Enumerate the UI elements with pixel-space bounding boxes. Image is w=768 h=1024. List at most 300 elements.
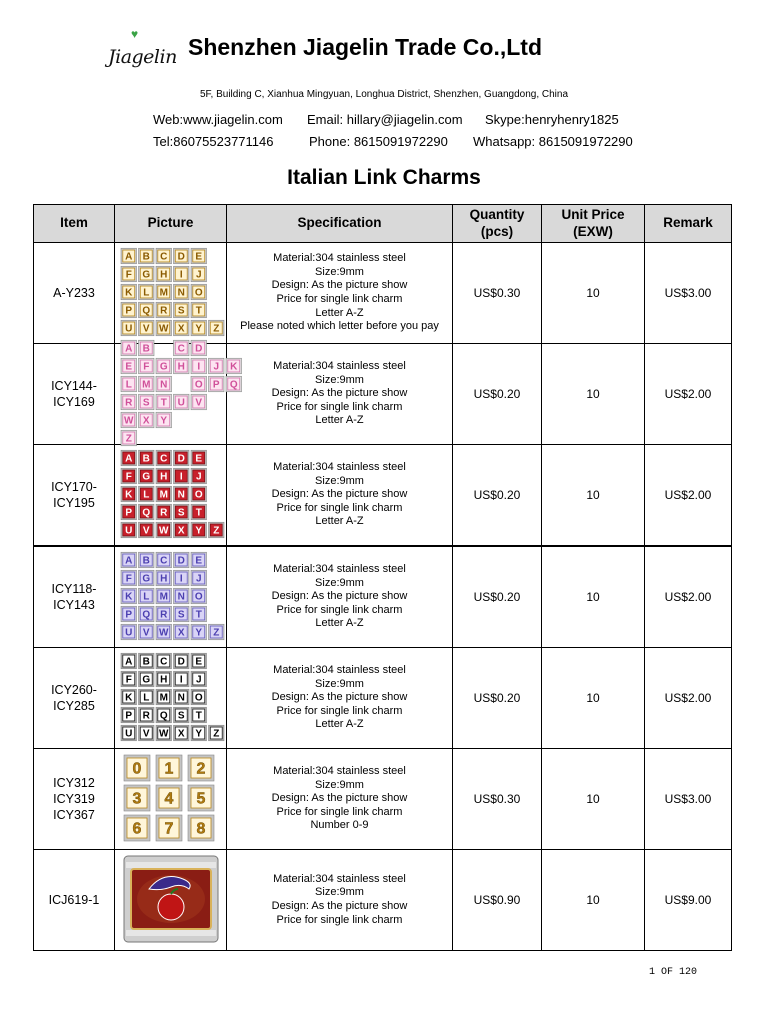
svg-text:G: G xyxy=(141,471,150,483)
table-row xyxy=(34,243,732,344)
svg-text:K: K xyxy=(124,692,132,704)
svg-text:Z: Z xyxy=(212,728,219,740)
column-header-quantity: Quantity (pcs) xyxy=(453,205,542,243)
item-remark: US$2.00 xyxy=(645,546,732,648)
svg-text:H: H xyxy=(159,269,167,281)
charm-tile xyxy=(191,522,207,538)
charm-tile xyxy=(138,266,154,282)
charm-tile xyxy=(188,785,214,811)
spec-line: Price for single link charm xyxy=(276,603,403,616)
svg-text:T: T xyxy=(195,710,202,722)
table-row xyxy=(34,546,732,648)
product-table xyxy=(33,204,732,951)
charm-tile xyxy=(191,552,207,568)
svg-text:H: H xyxy=(177,361,185,373)
svg-text:H: H xyxy=(159,674,167,686)
svg-text:G: G xyxy=(159,361,168,373)
charm-tile xyxy=(173,340,189,356)
charm-tile xyxy=(138,320,154,336)
charm-tile xyxy=(173,689,189,705)
svg-text:S: S xyxy=(177,609,185,621)
svg-text:U: U xyxy=(177,397,185,409)
charm-tile xyxy=(208,522,224,538)
spec-line: Size:9mm xyxy=(315,677,364,690)
spec-line: Design: As the picture show xyxy=(271,900,408,912)
charm-tile xyxy=(121,468,137,484)
svg-text:A: A xyxy=(124,251,132,263)
item-quantity: US$0.20 xyxy=(453,344,542,445)
svg-text:E: E xyxy=(194,555,202,567)
charm-tile xyxy=(173,671,189,687)
charm-tile xyxy=(138,653,154,669)
spec-line: Size:9mm xyxy=(315,778,364,791)
svg-text:K: K xyxy=(124,489,132,501)
charm-tile xyxy=(173,522,189,538)
svg-text:T: T xyxy=(195,609,202,621)
svg-text:2: 2 xyxy=(196,760,205,777)
charm-tile xyxy=(156,412,172,428)
svg-text:0: 0 xyxy=(132,760,141,777)
spec-line: Size:9mm xyxy=(315,576,364,589)
charm-tile xyxy=(226,376,242,392)
svg-text:Q: Q xyxy=(141,305,150,317)
charm-tile xyxy=(173,570,189,586)
charm-tile xyxy=(191,653,207,669)
item-specification xyxy=(227,546,453,648)
svg-text:T: T xyxy=(195,305,202,317)
item-picture xyxy=(118,246,224,338)
table-row xyxy=(34,850,732,951)
item-code: ICJ619-1 xyxy=(34,850,115,951)
spec-line: Material:304 stainless steel xyxy=(273,765,406,778)
charm-tile xyxy=(124,785,150,811)
company-name: Shenzhen Jiagelin Trade Co.,Ltd xyxy=(188,34,542,60)
table-row xyxy=(34,344,732,445)
item-picture-cell xyxy=(115,445,227,547)
item-unit-price: 10 xyxy=(542,546,645,648)
svg-text:C: C xyxy=(159,251,167,263)
charm-tile xyxy=(156,450,172,466)
svg-text:S: S xyxy=(177,507,185,519)
charm-tile xyxy=(121,689,137,705)
svg-text:O: O xyxy=(194,287,203,299)
charm-tile xyxy=(121,588,137,604)
charm-tile xyxy=(138,504,154,520)
svg-text:P: P xyxy=(124,710,132,722)
item-picture xyxy=(123,855,219,943)
svg-text:S: S xyxy=(177,710,185,722)
contact-phone: Phone: 8615091972290 xyxy=(309,134,448,149)
charm-picture xyxy=(118,752,224,844)
spec-line: Material:304 stainless steel xyxy=(273,360,406,373)
spec-line: Letter A-Z xyxy=(315,306,364,319)
apple-icon xyxy=(158,894,184,920)
column-header-item: Item xyxy=(34,205,115,243)
item-unit-price: 10 xyxy=(542,243,645,344)
svg-text:E: E xyxy=(194,251,202,263)
spec-line: Letter A-Z xyxy=(315,617,364,630)
item-code: ICY312 ICY319 ICY367 xyxy=(34,749,115,850)
charm-tile xyxy=(121,302,137,318)
charm-tile xyxy=(138,725,154,741)
svg-text:6: 6 xyxy=(132,820,141,837)
item-remark: US$2.00 xyxy=(645,648,732,749)
spec-line: Price for single link charm xyxy=(276,293,403,305)
spec-line: Letter A-Z xyxy=(315,718,364,731)
svg-text:X: X xyxy=(177,323,185,335)
charm-picture xyxy=(118,550,224,642)
charm-tile xyxy=(191,671,207,687)
spec-line: Size:9mm xyxy=(315,373,364,386)
svg-text:C: C xyxy=(159,555,167,567)
item-unit-price: 10 xyxy=(542,648,645,749)
column-header-specification: Specification xyxy=(227,205,453,243)
svg-text:T: T xyxy=(160,397,167,409)
company-logo xyxy=(106,27,177,78)
item-code: ICY260- ICY285 xyxy=(34,648,115,749)
svg-text:Q: Q xyxy=(141,609,150,621)
svg-text:F: F xyxy=(125,573,132,585)
svg-text:X: X xyxy=(142,415,150,427)
svg-text:P: P xyxy=(124,507,132,519)
svg-text:L: L xyxy=(142,591,149,603)
svg-text:D: D xyxy=(177,555,185,567)
svg-text:I: I xyxy=(179,674,183,686)
charm-tile xyxy=(121,412,137,428)
svg-text:N: N xyxy=(177,692,185,704)
charm-tile xyxy=(156,653,172,669)
charm-tile xyxy=(138,248,154,264)
svg-text:W: W xyxy=(158,627,168,639)
charm-tile xyxy=(121,394,137,410)
charm-tile xyxy=(138,358,154,374)
svg-text:J: J xyxy=(195,573,202,585)
svg-text:Q: Q xyxy=(159,710,168,722)
spec-line: Please noted which letter before you pay xyxy=(240,320,439,333)
svg-text:A: A xyxy=(124,343,132,355)
svg-text:K: K xyxy=(124,591,132,603)
charm-tile xyxy=(191,689,207,705)
charm-tile xyxy=(138,522,154,538)
page-number: 1 OF 120 xyxy=(649,967,698,978)
svg-text:I: I xyxy=(179,269,183,281)
charm-tile xyxy=(173,707,189,723)
svg-text:I: I xyxy=(196,361,200,373)
charm-tile xyxy=(121,504,137,520)
svg-text:E: E xyxy=(194,656,202,668)
svg-text:I: I xyxy=(179,471,183,483)
svg-text:B: B xyxy=(142,343,150,355)
svg-text:O: O xyxy=(194,692,203,704)
charm-tile xyxy=(191,320,207,336)
charm-tile xyxy=(173,504,189,520)
charm-tile xyxy=(121,486,137,502)
svg-text:S: S xyxy=(177,305,185,317)
charm-tile xyxy=(191,340,207,356)
charm-tile xyxy=(156,570,172,586)
svg-text:L: L xyxy=(142,287,149,299)
svg-text:T: T xyxy=(195,507,202,519)
item-unit-price: 10 xyxy=(542,850,645,951)
item-remark: US$3.00 xyxy=(645,243,732,344)
svg-text:4: 4 xyxy=(164,790,173,807)
charm-tile xyxy=(191,394,207,410)
charm-tile xyxy=(156,486,172,502)
spec-line: Letter A-Z xyxy=(315,515,364,528)
svg-text:K: K xyxy=(124,287,132,299)
charm-tile xyxy=(156,504,172,520)
charm-tile xyxy=(191,266,207,282)
item-picture-cell xyxy=(115,648,227,749)
svg-text:C: C xyxy=(159,656,167,668)
svg-text:R: R xyxy=(159,507,167,519)
charm-tile xyxy=(138,376,154,392)
charm-tile xyxy=(191,284,207,300)
svg-text:A: A xyxy=(124,656,132,668)
svg-text:V: V xyxy=(142,627,150,639)
svg-text:C: C xyxy=(159,453,167,465)
charm-tile xyxy=(173,358,189,374)
item-quantity: US$0.30 xyxy=(453,749,542,850)
svg-text:J: J xyxy=(212,361,219,373)
charm-tile xyxy=(173,248,189,264)
charm-tile xyxy=(191,376,207,392)
spec-line: Design: As the picture show xyxy=(271,387,408,400)
svg-text:D: D xyxy=(177,656,185,668)
table-row xyxy=(34,445,732,547)
charm-tile xyxy=(156,394,172,410)
charm-tile xyxy=(138,486,154,502)
item-remark: US$9.00 xyxy=(645,850,732,951)
item-quantity: US$0.20 xyxy=(453,546,542,648)
svg-text:H: H xyxy=(159,573,167,585)
charm-tile xyxy=(138,552,154,568)
charm-tile xyxy=(121,552,137,568)
charm-tile xyxy=(138,450,154,466)
charm-tile xyxy=(208,320,224,336)
table-header-row xyxy=(34,205,732,243)
charm-tile xyxy=(191,725,207,741)
svg-text:G: G xyxy=(141,573,150,585)
charm-tile xyxy=(173,486,189,502)
item-picture xyxy=(118,550,224,642)
table-row xyxy=(34,648,732,749)
item-picture-cell xyxy=(115,343,238,445)
svg-text:E: E xyxy=(194,453,202,465)
svg-text:Y: Y xyxy=(159,415,167,427)
svg-text:V: V xyxy=(142,728,150,740)
charm-tile xyxy=(138,570,154,586)
charm-picture xyxy=(118,246,224,338)
spec-line: Design: As the picture show xyxy=(271,691,408,704)
charm-tile xyxy=(121,570,137,586)
charm-tile xyxy=(191,606,207,622)
svg-text:Z: Z xyxy=(212,323,219,335)
charm-tile xyxy=(156,266,172,282)
spec-line: Material:304 stainless steel xyxy=(273,563,406,576)
spec-line: Design: As the picture show xyxy=(271,279,408,292)
svg-text:R: R xyxy=(159,305,167,317)
charm-tile xyxy=(138,588,154,604)
charm-tile xyxy=(156,320,172,336)
charm-tile xyxy=(138,671,154,687)
charm-tile xyxy=(188,755,214,781)
svg-text:5: 5 xyxy=(196,790,205,807)
item-remark: US$3.00 xyxy=(645,749,732,850)
svg-text:V: V xyxy=(142,323,150,335)
spec-line: Size:9mm xyxy=(315,886,364,899)
charm-tile xyxy=(138,624,154,640)
column-header-remark: Remark xyxy=(645,205,732,243)
svg-text:W: W xyxy=(158,323,168,335)
charm-tile xyxy=(138,394,154,410)
charm-tile xyxy=(121,340,137,356)
item-quantity: US$0.30 xyxy=(453,243,542,344)
svg-text:J: J xyxy=(195,471,202,483)
svg-text:7: 7 xyxy=(164,820,173,837)
svg-text:U: U xyxy=(124,728,132,740)
svg-text:O: O xyxy=(194,379,203,391)
svg-text:Z: Z xyxy=(212,525,219,537)
svg-text:R: R xyxy=(142,710,150,722)
contact-skype: Skype:henryhenry1825 xyxy=(485,112,619,127)
svg-text:Q: Q xyxy=(141,507,150,519)
column-header-unit-price: Unit Price (EXW) xyxy=(542,205,645,243)
charm-tile xyxy=(121,624,137,640)
item-specification xyxy=(227,344,453,445)
charm-tile xyxy=(121,653,137,669)
item-picture-cell xyxy=(115,546,227,648)
charm-tile xyxy=(121,248,137,264)
charm-tile xyxy=(173,588,189,604)
item-unit-price: 10 xyxy=(542,344,645,445)
logo-wordmark: Jiagelin xyxy=(108,46,177,68)
item-remark: US$2.00 xyxy=(645,445,732,547)
item-picture-cell xyxy=(115,850,227,951)
item-picture xyxy=(118,343,238,445)
spec-line: Size:9mm xyxy=(315,474,364,487)
svg-text:I: I xyxy=(179,573,183,585)
svg-text:W: W xyxy=(158,525,168,537)
svg-text:8: 8 xyxy=(196,820,205,837)
contact-email[interactable]: Email: hillary@jiagelin.com xyxy=(307,112,463,127)
svg-text:F: F xyxy=(125,269,132,281)
svg-text:N: N xyxy=(177,591,185,603)
charm-picture xyxy=(118,343,238,445)
charm-tile xyxy=(208,725,224,741)
charm-tile xyxy=(173,284,189,300)
svg-text:M: M xyxy=(141,379,150,391)
charm-tile xyxy=(121,358,137,374)
svg-text:M: M xyxy=(159,692,168,704)
spec-line: Letter A-Z xyxy=(315,414,364,427)
svg-text:B: B xyxy=(142,453,150,465)
charm-tile xyxy=(156,376,172,392)
charm-tile xyxy=(191,588,207,604)
svg-text:X: X xyxy=(177,728,185,740)
table-row xyxy=(34,749,732,850)
svg-text:C: C xyxy=(177,343,185,355)
charm-tile xyxy=(124,755,150,781)
svg-text:B: B xyxy=(142,251,150,263)
svg-text:L: L xyxy=(125,379,132,391)
charm-tile xyxy=(138,468,154,484)
charm-tile xyxy=(156,815,182,841)
charm-tile xyxy=(191,486,207,502)
charm-tile xyxy=(173,606,189,622)
spec-line: Number 0-9 xyxy=(310,819,369,832)
spec-line: Material:304 stainless steel xyxy=(273,252,406,265)
charm-tile xyxy=(138,340,154,356)
svg-text:Q: Q xyxy=(229,379,238,391)
spec-line: Material:304 stainless steel xyxy=(273,664,406,677)
item-code: A-Y233 xyxy=(34,243,115,344)
contact-tel: Tel:86075523771146 xyxy=(153,134,274,149)
charm-tile xyxy=(156,522,172,538)
svg-text:H: H xyxy=(159,471,167,483)
charm-tile xyxy=(121,376,137,392)
charm-tile xyxy=(121,430,137,446)
svg-text:O: O xyxy=(194,489,203,501)
item-specification xyxy=(227,243,453,344)
charm-tile xyxy=(138,284,154,300)
svg-text:G: G xyxy=(141,674,150,686)
charm-tile xyxy=(191,248,207,264)
charm-tile xyxy=(191,302,207,318)
svg-text:L: L xyxy=(142,692,149,704)
charm-tile xyxy=(121,284,137,300)
charm-tile xyxy=(191,468,207,484)
svg-text:P: P xyxy=(124,609,132,621)
item-quantity: US$0.20 xyxy=(453,648,542,749)
charm-tile xyxy=(121,725,137,741)
svg-text:W: W xyxy=(158,728,168,740)
charm-tile xyxy=(156,358,172,374)
item-code: ICY170- ICY195 xyxy=(34,445,115,547)
spec-line: Price for single link charm xyxy=(276,501,403,514)
charm-tile xyxy=(156,552,172,568)
item-picture xyxy=(118,651,224,743)
charm-tile xyxy=(124,815,150,841)
charm-tile xyxy=(173,394,189,410)
svg-text:E: E xyxy=(124,361,132,373)
spec-line: Price for single link charm xyxy=(276,400,403,413)
item-specification xyxy=(227,749,453,850)
charm-tile xyxy=(173,320,189,336)
charm-tile xyxy=(138,302,154,318)
charm-tile xyxy=(226,358,242,374)
charm-tile xyxy=(121,450,137,466)
charm-tile xyxy=(156,284,172,300)
charm-tile xyxy=(121,671,137,687)
charm-tile xyxy=(156,707,172,723)
contact-whatsapp: Whatsapp: 8615091972290 xyxy=(473,134,633,149)
spec-line: Design: As the picture show xyxy=(271,792,408,805)
contact-web[interactable]: Web:www.jiagelin.com xyxy=(153,112,283,127)
charm-tile xyxy=(156,624,172,640)
spec-line: Material:304 stainless steel xyxy=(273,461,406,474)
item-picture-cell xyxy=(115,243,227,344)
svg-text:Y: Y xyxy=(194,728,202,740)
svg-text:U: U xyxy=(124,525,132,537)
svg-text:3: 3 xyxy=(132,790,141,807)
svg-text:X: X xyxy=(177,525,185,537)
charm-tile xyxy=(138,606,154,622)
charm-tile xyxy=(191,570,207,586)
spec-line: Price for single link charm xyxy=(276,913,403,926)
charm-tile xyxy=(156,689,172,705)
charm-tile xyxy=(156,248,172,264)
